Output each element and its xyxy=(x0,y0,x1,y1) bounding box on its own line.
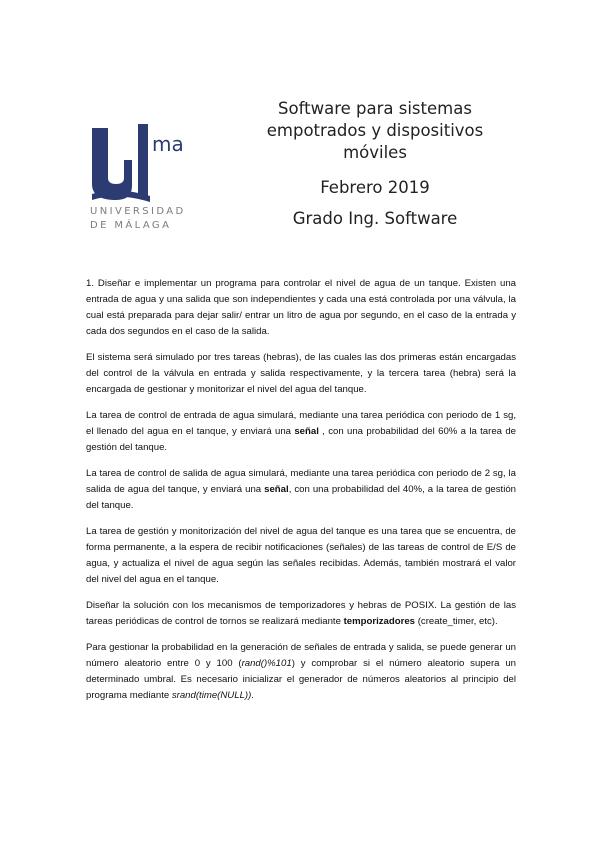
paragraph-4 xyxy=(86,466,516,514)
title-line-1: Software para sistemas xyxy=(278,99,472,118)
paragraph-1: 1. Diseñar e implementar un programa para controlar el nivel de agua de un tanque. Existen una entrada de agua y una salida que son independientes y cada una está controlada por una válvula, la cual está preparada para dejar salir/ entrar un litro de agua por segundo, en el caso de la entrada y cada dos segundos en el caso de la salida. xyxy=(86,278,516,337)
logo-line-1: UNIVERSIDAD xyxy=(90,206,186,217)
paragraph-6 xyxy=(86,598,516,630)
logo-navy-shape-left xyxy=(92,128,132,200)
paragraph-7-text-a: Para gestionar la probabilidad en la generación de señales de entrada y salida, se puede generar un número aleatorio entre 0 y 100 ( xyxy=(86,642,516,669)
logo-navy-bar xyxy=(138,124,148,198)
paragraph-4-text-a: La tarea de control de salida de agua simulará, mediante una tarea periódica con periodo de 2 sg, la salida de agua del tanque, y enviará una xyxy=(86,468,516,495)
paragraph-4-text-b: , con una probabilidad del 40%, a la tarea de gestión del tanque. xyxy=(86,484,517,511)
paragraph-7-italic-1: rand()%101 xyxy=(241,658,292,669)
paragraph-6-text-a: Diseñar la solución con los mecanismos de temporizadores y hebras de POSIX. La gestión de las tareas periódicas de control de tornos se realizará mediante xyxy=(86,600,516,627)
paragraph-5: La tarea de gestión y monitorización del nivel de agua del tanque es una tarea que se encuentra, de forma permanente, a la espera de recibir notificaciones (señales) de las tareas de control de E/S de agua, y actualiza el nivel de agua según las señales recibidas. Además, también mostrará el valor del nivel del agua en el tanque. xyxy=(86,526,516,585)
paragraph-6-text-b: (create_timer, etc). xyxy=(415,616,498,627)
paragraph-3-bold: señal xyxy=(294,426,319,437)
paragraph-7 xyxy=(86,640,516,704)
document-degree: Grado Ing. Software xyxy=(292,209,458,228)
logo-line-2: DE MÁLAGA xyxy=(90,220,172,231)
paragraph-6-bold: temporizadores xyxy=(343,616,416,627)
paragraph-7-text-b: ) y comprobar si el número aleatorio supera un determinado umbral. Es necesario inicializar el generador de números aleatorios al principio del programa mediante xyxy=(86,658,516,701)
paragraph-4-bold: señal xyxy=(264,484,289,495)
document-header xyxy=(250,98,500,228)
paragraph-3-text-b: , con una probabilidad del 60% a la tarea de gestión del tanque. xyxy=(86,426,516,453)
document-title xyxy=(250,98,500,164)
paragraph-3 xyxy=(86,408,516,456)
paragraph-7-text-c: . xyxy=(251,690,254,701)
document-body xyxy=(86,276,516,714)
university-logo xyxy=(86,120,196,240)
paragraph-3-text-a: La tarea de control de entrada de agua simulará, mediante una tarea periódica con periodo de 1 sg, el llenado del agua en el tanque, y enviará una xyxy=(86,410,516,437)
logo-mark-text: ma xyxy=(152,132,184,156)
paragraph-2: El sistema será simulado por tres tareas (hebras), de las cuales las dos primeras están encargadas del control de la válvula en entrada y salida respectivamente, y la tercera tarea (hebra) será la encargada de gestionar y monitorizar el nivel del agua del tanque. xyxy=(86,352,516,395)
paragraph-7-italic-2: srand(time(NULL)) xyxy=(171,690,252,701)
title-line-2: empotrados y dispositivos xyxy=(266,121,484,140)
title-line-3: móviles xyxy=(343,143,407,162)
document-date: Febrero 2019 xyxy=(320,178,430,197)
